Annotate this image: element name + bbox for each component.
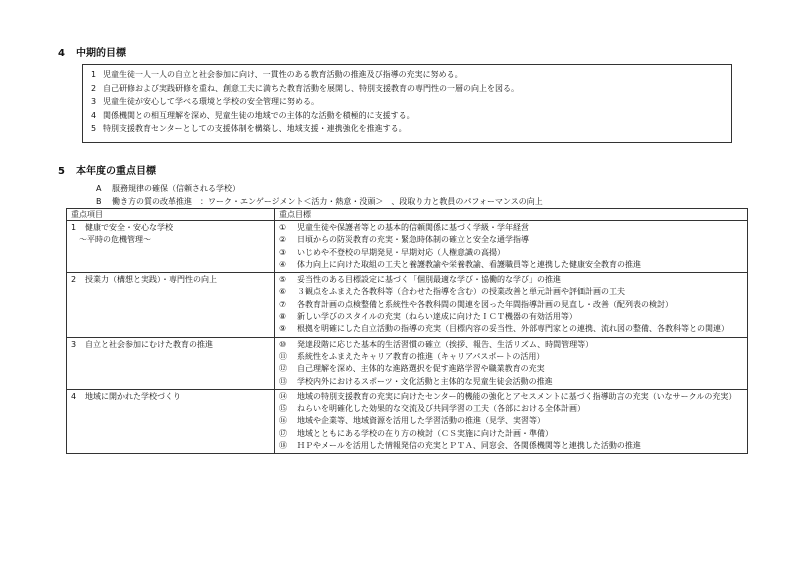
- goal-item: [279, 428, 743, 440]
- goal-item: [279, 234, 743, 246]
- goal-item: [279, 323, 743, 335]
- goal-marker: ⑱: [279, 441, 287, 451]
- goal-text: いじめや不登校の早期発見・早期対応（人権意識の高揚）: [297, 247, 505, 257]
- priority-goals-cell: [275, 221, 748, 273]
- goal-text: 各教育計画の点検整備と系統性や各教科間の関連を図った年間指導計画の見直し・改善（配列表の検討）: [297, 299, 673, 309]
- goal-text: 妥当性のある目標設定に基づく「個別最適な学び・協働的な学び」の推進: [297, 275, 561, 285]
- goal-marker: ③: [279, 247, 287, 257]
- goal-marker: ⑥: [279, 287, 287, 297]
- goal-item: [279, 339, 743, 351]
- goal-item: [279, 440, 743, 452]
- goal-text: 系統性をふまえたキャリア教育の推進（キャリアパスポートの活用）: [297, 351, 545, 361]
- priority-goals-table: [66, 208, 748, 454]
- goal-item: [279, 222, 743, 234]
- goal-text: ３観点をふまえた各教科等（合わせた指導を含む）の授業改善と単元計画や評価計画の工夫: [297, 287, 625, 297]
- section5-heading: [58, 166, 156, 178]
- goal-text: 地域や企業等、地域資源を活用した学習活動の推進（見学、実習等）: [297, 416, 545, 426]
- goal-text: 新しい学びのスタイルの充実（ねらい達成に向けたＩＣＴ機器の有効活用等）: [297, 312, 577, 322]
- goal-item-text: 児童生徒一人一人の自立と社会参加に向け、一貫性のある教育活動の推進及び指導の充実に努める。: [103, 70, 463, 79]
- goal-item: [279, 299, 743, 311]
- goal-marker: ⑤: [279, 275, 287, 285]
- goal-item: [279, 259, 743, 271]
- section4-heading: [58, 48, 126, 60]
- goal-item: [279, 351, 743, 363]
- goal-item: [279, 311, 743, 323]
- goal-marker: ①: [279, 223, 287, 232]
- goal-marker: ⑧: [279, 312, 287, 322]
- area-title: 自立と社会参加にむけた教育の推進: [85, 339, 213, 349]
- table-row: [67, 273, 748, 337]
- policy-text: 働き方の質の改革推進 ：ワーク・エンゲージメント＜活力・熱意・没頭＞ 、段取り力と教員のパフォーマンスの向上: [112, 197, 543, 206]
- priority-goals-cell: [275, 273, 748, 337]
- goal-marker: ⑫: [279, 364, 287, 374]
- medium-term-goal-item: [91, 122, 723, 136]
- goal-item-number: 5: [91, 124, 97, 133]
- policy-letter: A: [96, 184, 102, 193]
- area-title: 授業力（構想と実践）・専門性の向上: [85, 275, 217, 285]
- goal-marker: ⑦: [279, 299, 287, 309]
- goal-text: 地域とともにある学校の在り方の検討（ＣＳ実施に向けた計画・準備）: [297, 428, 553, 438]
- goal-text: 児童生徒や保護者等との基本的信頼関係に基づく学級・学年経営: [297, 223, 529, 232]
- goal-item-number: 3: [91, 97, 97, 106]
- goal-text: 根拠を明確にした自立活動の指導の充実（目標内容の妥当性、外部専門家との連携、流れ図の整備、各教科等との関連）: [297, 324, 729, 334]
- area-number: 2: [71, 275, 77, 285]
- area-number: 3: [71, 339, 77, 349]
- header-priority-area: 重点項目: [67, 209, 275, 221]
- priority-area-cell: [67, 273, 275, 337]
- goal-item-number: 4: [91, 110, 97, 120]
- goal-text: 自己理解を深め、主体的な進路選択を促す進路学習や職業教育の充実: [297, 364, 545, 374]
- goal-text: ＨＰやメールを活用した情報発信の充実とＰＴＡ、同窓会、各関係機関等と連携した活動の推進: [297, 441, 641, 451]
- medium-term-goal-item: [91, 109, 723, 123]
- area-title: 地域に開かれた学校づくり: [85, 391, 181, 401]
- priority-area-cell: [67, 337, 275, 389]
- goal-item: [279, 415, 743, 427]
- goal-text: 日頃からの防災教育の充実・緊急時体制の確立と安全な通学指導: [297, 235, 529, 245]
- goal-marker: ⑬: [279, 376, 287, 386]
- area-number: 1: [71, 223, 77, 232]
- goal-text: 体力向上に向けた取組の工夫と養護教諭や栄養教諭、看護職員等と連携した健康安全教育の推進: [297, 259, 641, 269]
- goal-marker: ⑪: [279, 351, 287, 361]
- area-subtitle: ～平時の危機管理～: [79, 235, 151, 245]
- section4-number: 4: [58, 48, 65, 59]
- area-title: 健康で安全・安心な学校: [85, 223, 173, 232]
- goal-item: [279, 391, 743, 403]
- goal-item: [279, 286, 743, 298]
- goal-item-text: 自己研修および実践研修を重ね、創意工夫に満ちた教育活動を展開し、特別支援教育の専門性の一層の向上を図る。: [103, 83, 519, 93]
- goal-marker: ④: [279, 259, 287, 269]
- policy-item-a: [96, 183, 240, 194]
- priority-area-cell: [67, 389, 275, 453]
- goal-marker: ⑰: [279, 428, 287, 438]
- goal-item: [279, 403, 743, 415]
- priority-area-cell: [67, 221, 275, 273]
- section4-title: 中期的目標: [76, 48, 126, 59]
- goal-item: [279, 274, 743, 286]
- goal-text: 発達段階に応じた基本的生活習慣の確立（挨拶、報告、生活リズム、時間管理等）: [297, 339, 594, 349]
- table-header-row: [67, 209, 748, 221]
- goal-item-text: 関係機関との相互理解を深め、児童生徒の地域での主体的な活動を積極的に支援する。: [103, 110, 415, 120]
- goal-item-text: 児童生徒が安心して学べる環境と学校の安全管理に努める。: [103, 97, 319, 106]
- goal-marker: ⑩: [279, 339, 287, 349]
- medium-term-goals-box: [82, 64, 732, 143]
- goal-marker: ⑯: [279, 416, 287, 426]
- goal-item: [279, 376, 743, 388]
- priority-goals-cell: [275, 337, 748, 389]
- goal-text: 学校内外におけるスポーツ・文化活動と主体的な児童生徒会活動の推進: [297, 376, 553, 386]
- table-row: [67, 389, 748, 453]
- goal-item-number: 2: [91, 83, 97, 93]
- goal-item: [279, 247, 743, 259]
- goal-marker: ②: [279, 235, 287, 245]
- goal-text: ねらいを明確化した効果的な交流及び共同学習の工夫（各部における全体計画）: [297, 404, 585, 414]
- policy-text: 服務規律の確保（信頼される学校）: [112, 184, 240, 193]
- goal-marker: ⑭: [279, 391, 287, 401]
- table-row: [67, 221, 748, 273]
- goal-item-number: 1: [91, 70, 97, 79]
- table-row: [67, 337, 748, 389]
- policy-letter: B: [96, 197, 102, 206]
- priority-goals-cell: [275, 389, 748, 453]
- goal-marker: ⑮: [279, 404, 287, 414]
- goal-item: [279, 363, 743, 375]
- policy-item-b: [96, 196, 543, 207]
- header-priority-goal: 重点目標: [275, 209, 748, 221]
- area-number: 4: [71, 391, 77, 401]
- goal-item-text: 特別支援教育センターとしての支援体制を構築し、地域支援・連携強化を推進する。: [103, 124, 407, 133]
- goal-marker: ⑨: [279, 324, 287, 334]
- section5-number: 5: [58, 166, 65, 177]
- section5-title: 本年度の重点目標: [76, 166, 156, 177]
- medium-term-goal-item: [91, 68, 723, 82]
- medium-term-goal-item: [91, 82, 723, 96]
- goal-text: 地域の特別支援教育の充実に向けたセンター的機能の強化とアセスメントに基づく指導助言の充実（いなサークルの充実）: [297, 391, 737, 401]
- medium-term-goal-item: [91, 95, 723, 109]
